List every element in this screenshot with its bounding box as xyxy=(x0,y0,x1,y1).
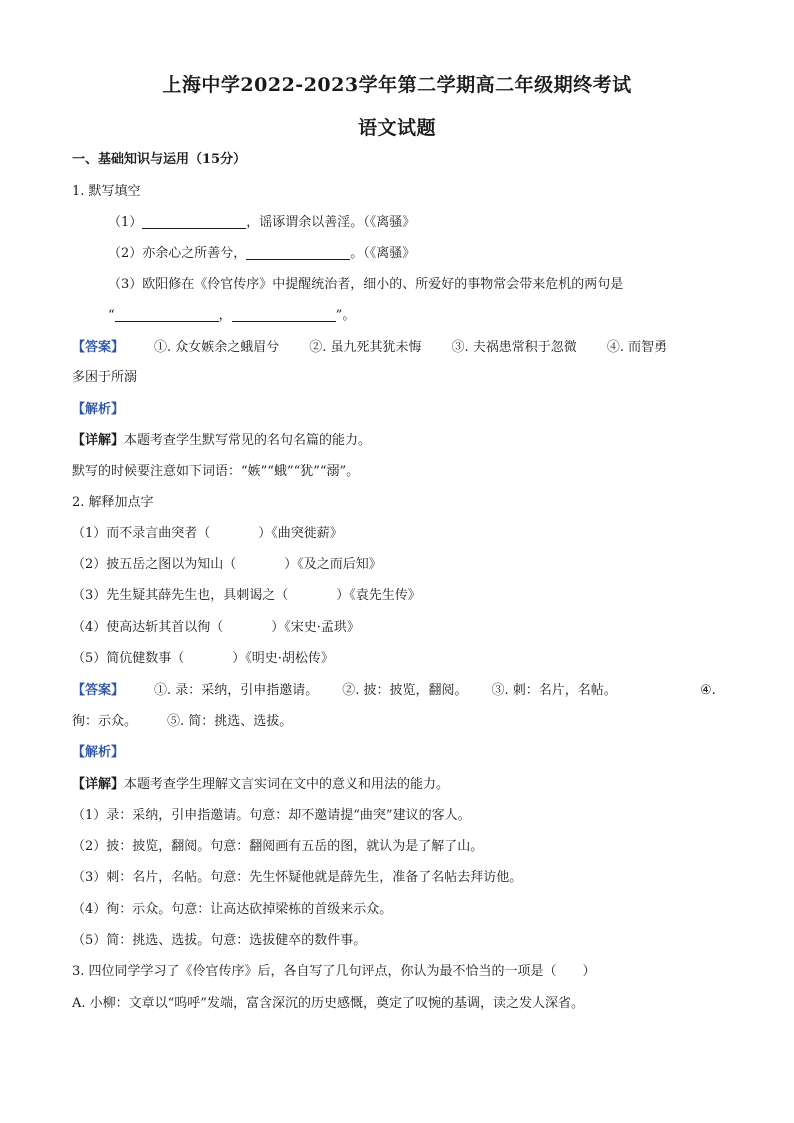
q1-item1-num: （1） xyxy=(108,215,143,230)
detail-tag: 【详解】 xyxy=(72,777,125,792)
q2-item-5-source: ）《明史·胡松传》 xyxy=(232,651,334,666)
q2-item-2-source: ）《及之而后知》 xyxy=(284,557,382,572)
q3-option-a[interactable]: A. 小柳：文章以“呜呼”发端，富含深沉的历史感慨，奠定了叹惋的基调，读之发人深省。 xyxy=(72,996,584,1011)
q2-explain-2: （2）披：披览，翻阅。句意：翻阅画有五岳的图，就认为是了解了山。 xyxy=(72,839,484,854)
answer-tag: 【答案】 xyxy=(72,340,125,355)
section-heading: 一、基础知识与运用（15分） xyxy=(72,152,247,167)
q1-answer-1: ①. 众女嫉余之蛾眉兮 xyxy=(154,340,280,355)
q1-item3-close: ”。 xyxy=(335,308,356,323)
q2-item-3-text: （3）先生疑其薛先生也，具刺谒之（ xyxy=(72,588,289,603)
q2-answer-4-cont: 徇：示众。 xyxy=(72,714,138,729)
q2-answer-5: ⑤. 简：挑选、选拔。 xyxy=(167,714,293,729)
q1-item3-blank-1[interactable] xyxy=(115,307,219,322)
q2-item-4 xyxy=(72,619,360,637)
q1-answer-3: ③. 夫祸患常积于忽微 xyxy=(451,340,577,355)
q1-answer-4-cont: 多困于所溺 xyxy=(72,370,138,385)
q1-item2 xyxy=(108,245,415,263)
q2-answer-cont xyxy=(72,713,292,731)
q2-answer-3: ③. 刺：名片，名帖。 xyxy=(491,683,617,698)
q2-detail-text: 本题考查学生理解文言实词在文中的意义和用法的能力。 xyxy=(124,777,450,792)
q3-stem: 3. 四位同学学习了《伶官传序》后，各自写了几句评点，你认为最不恰当的一项是（ ） xyxy=(72,964,596,979)
detail-tag: 【详解】 xyxy=(72,433,125,448)
q2-analysis-tag: 【解析】 xyxy=(72,745,125,760)
q2-item-1-text: （1）而不录言曲突者（ xyxy=(72,526,211,541)
exam-subtitle: 语文试题 xyxy=(357,117,436,139)
q2-detail xyxy=(72,776,449,794)
q2-item-4-source: ）《宋史·孟珙》 xyxy=(271,620,360,635)
q1-answer-4: ④. 而智勇 xyxy=(606,340,668,355)
q2-item-1 xyxy=(72,525,343,543)
q1-item1-text: ，谣诼谓余以善淫。（《离骚》 xyxy=(246,215,416,230)
q2-explain-3: （3）刺：名片，名帖。句意：先生怀疑他就是薛先生，准备了名帖去拜访他。 xyxy=(72,870,523,885)
q2-explain-5: （5）简：挑选、选拔。句意：选拔健卒的数件事。 xyxy=(72,933,367,948)
q2-item-4-text: （4）使高达斩其首以徇（ xyxy=(72,620,224,635)
q2-item-3-source: ）《袁先生传》 xyxy=(336,588,421,603)
q1-item3-blank-2[interactable] xyxy=(232,307,336,322)
q2-answer-4: ④. xyxy=(700,683,716,698)
q2-item-1-source: ）《曲突徙薪》 xyxy=(258,526,343,541)
q1-item2-text: （2）亦余心之所善兮， xyxy=(108,246,247,261)
q2-item-2 xyxy=(72,556,382,574)
q1-stem: 1. 默写填空 xyxy=(72,184,141,199)
exam-title: 上海中学2022-2023学年第二学期高二年级期终考试 xyxy=(162,74,632,96)
q1-item3-blanks xyxy=(108,307,355,325)
q1-detail-text: 本题考查学生默写常见的名句名篇的能力。 xyxy=(124,433,372,448)
q1-detail xyxy=(72,432,371,450)
answer-tag: 【答案】 xyxy=(72,683,125,698)
q2-item-5-text: （5）简伉健数事（ xyxy=(72,651,185,666)
q1-note: 默写的时候要注意如下词语：“嫉”“蛾”“犹”“溺”。 xyxy=(72,464,360,479)
q2-item-5 xyxy=(72,650,334,668)
q1-item3-open: “ xyxy=(108,308,115,323)
q2-item-3 xyxy=(72,587,421,605)
q1-item1 xyxy=(108,214,415,232)
q1-item1-blank[interactable] xyxy=(142,214,246,229)
q2-answer-2: ②. 披：披览，翻阅。 xyxy=(342,683,468,698)
q2-explain-1: （1）录：采纳，引申指邀请。句意：却不邀请提“曲突”建议的客人。 xyxy=(72,808,471,823)
q1-item3-comma: ， xyxy=(218,308,232,323)
q1-item3: （3）欧阳修在《伶官传序》中提醒统治者，细小的、所爱好的事物常会带来危机的两句是 xyxy=(108,277,624,292)
q1-analysis-tag: 【解析】 xyxy=(72,402,125,417)
q2-answer-1: ①. 录：采纳，引申指邀请。 xyxy=(154,683,319,698)
q1-item2-tail: 。（《离骚》 xyxy=(350,246,416,261)
q2-stem: 2. 解释加点字 xyxy=(72,495,154,510)
q1-item2-blank[interactable] xyxy=(246,245,350,260)
q2-explain-4: （4）徇：示众。句意：让高达砍掉梁栋的首级来示众。 xyxy=(72,902,393,917)
q2-item-2-text: （2）披五岳之图以为知山（ xyxy=(72,557,237,572)
q1-answer xyxy=(72,339,667,357)
q1-answer-2: ②. 虽九死其犹未悔 xyxy=(309,340,422,355)
q2-answer xyxy=(72,682,617,700)
